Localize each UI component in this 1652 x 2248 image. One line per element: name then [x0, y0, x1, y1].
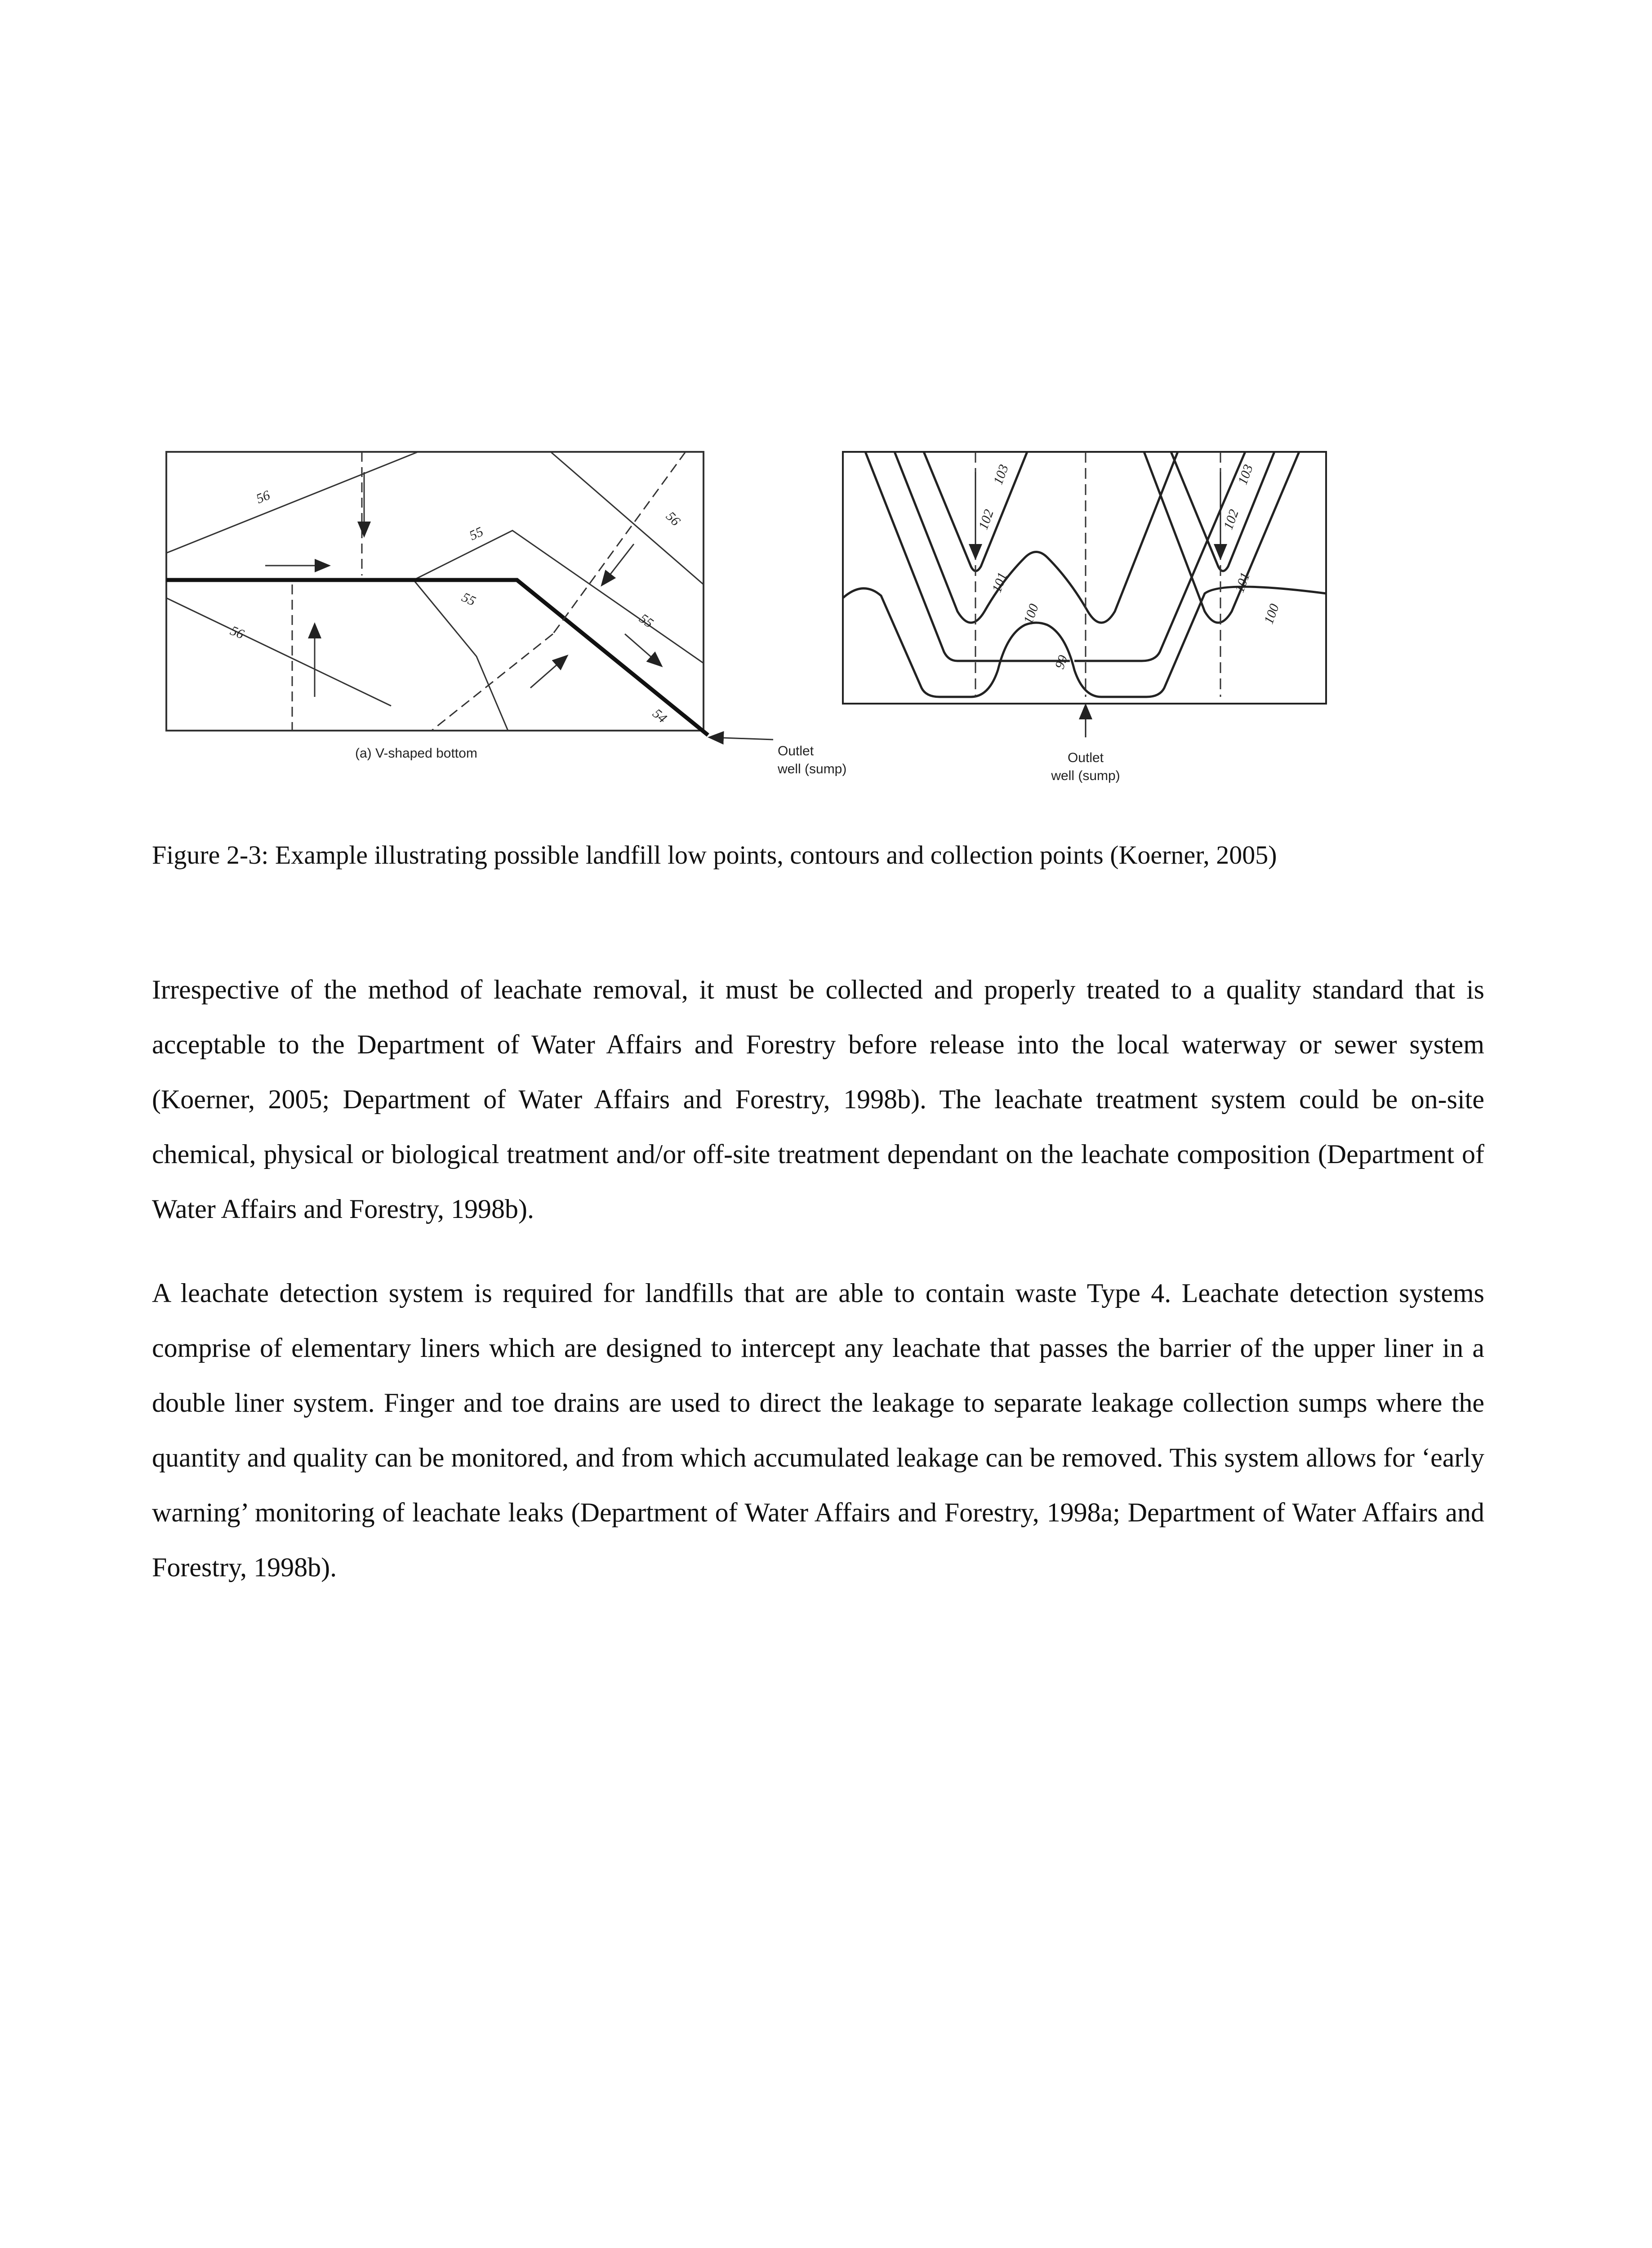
body-paragraph: Irrespective of the method of leachate removal, it must be collected and properly treated to a quality standard that is acceptable to the Department of Water Affairs and Forestry before release into the local waterway or sewer system (Koerner, 2005; Department of Water Affairs and Forestry, 1998b). The leachate treatment system could be on-site chemical, physical or biological treatment and/or off-site treatment dependant on the leachate composition (Department of Water Affairs and Forestry, 1998b). [152, 975, 1484, 1224]
contour-label: 56 [663, 508, 683, 529]
outlet-label: Outlet [1067, 750, 1104, 765]
contour-label: 103 [990, 462, 1011, 487]
contour-label: 101 [989, 570, 1010, 595]
outlet-label: well (sump) [778, 762, 847, 776]
contour-label: 56 [228, 623, 246, 642]
v-shaped-bottom-diagram [162, 445, 863, 796]
w-shaped-contour-diagram [836, 445, 1335, 796]
contour-label: 102 [975, 507, 997, 532]
contour-label: 102 [1220, 507, 1242, 532]
contour-label: 101 [1232, 570, 1253, 595]
outlet-label: well (sump) [1051, 768, 1120, 783]
contour-label: 103 [1235, 462, 1256, 487]
body-paragraph: A leachate detection system is required for landfills that are able to contain waste Type 4. Leachate detection systems comprise of elementary liners which are designed to intercept any leachate that passes the barrier of the upper liner in a double liner system. Finger and toe drains are used to direct the leakage to separate leakage collection sumps where the quantity and quality can be monitored, and from which accumulated leakage can be removed. This system allows for ‘early warning’ monitoring of leachate leaks (Department of Water Affairs and Forestry, 1998a; Department of Water Affairs and Forestry, 1998b). [152, 1278, 1484, 1582]
contour-label: 55 [459, 589, 478, 609]
contour-label: 100 [1261, 602, 1282, 626]
outlet-label: Outlet [778, 744, 814, 758]
figure-caption: Figure 2-3: Example illustrating possible landfill low points, contours and collection points (Koerner, 2005) [152, 840, 1277, 870]
contour-label: 56 [254, 487, 272, 507]
contour-label: 55 [467, 524, 486, 544]
contour-label: 99 [1052, 653, 1071, 671]
contour-label: 100 [1020, 602, 1042, 626]
contour-label: 55 [636, 611, 656, 631]
contour-label: 54 [650, 706, 670, 726]
diagram-caption: (a) V-shaped bottom [355, 746, 477, 761]
